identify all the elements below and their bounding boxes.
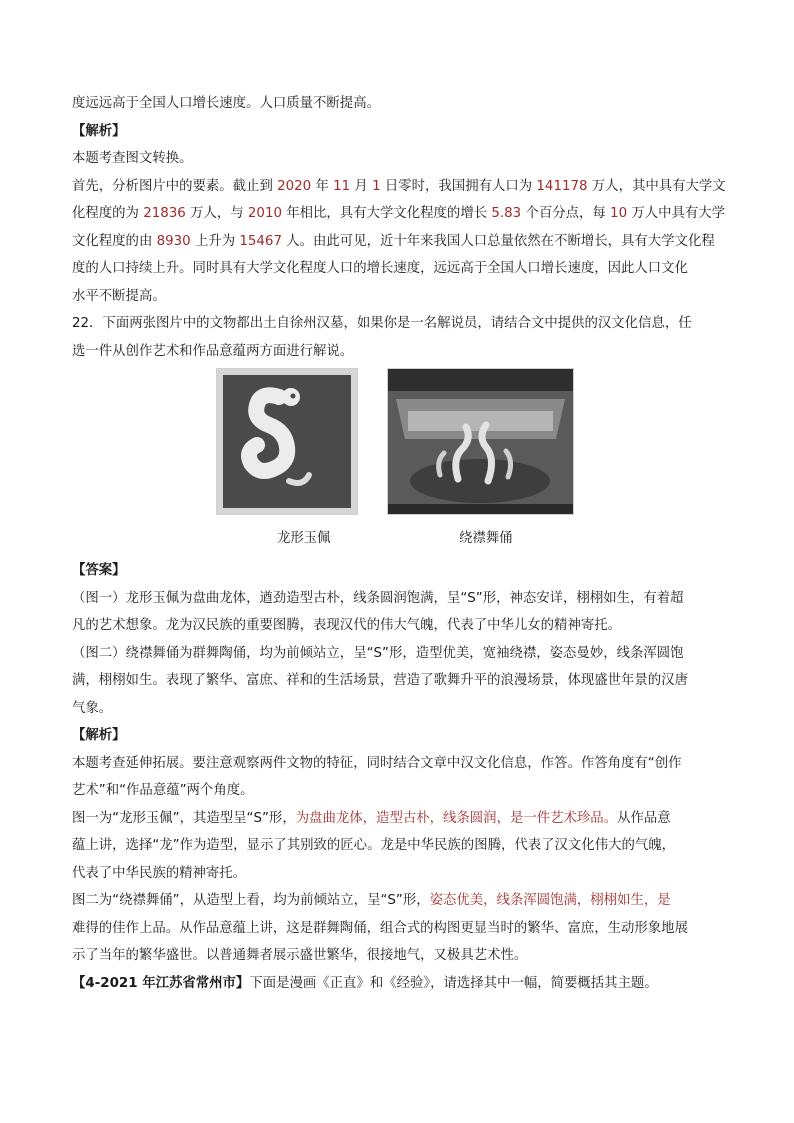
sleeve-dancing-figurines-image bbox=[387, 368, 574, 515]
number-run: 11 bbox=[333, 178, 351, 194]
text-run: 年 bbox=[311, 178, 334, 194]
text-line: 度的人口持续上升。同时具有大学文化程度人口的增长速度，远远高于全国人口增长速度，因此人口文化 bbox=[72, 261, 688, 276]
figure-2-caption: 绕襟舞俑 bbox=[459, 531, 513, 546]
highlight-run: 为盘曲龙体，造型古朴，线条圆润，是一件艺术珍品。 bbox=[295, 810, 618, 826]
text-run: 文化程度的由 bbox=[72, 233, 157, 249]
text-line: 本题考查图文转换。 bbox=[72, 151, 193, 166]
highlight-run: 姿态优美，线条浑圆饱满，栩栩如生， bbox=[429, 893, 658, 908]
text-run: 从作品意 bbox=[617, 810, 671, 826]
text-run: 图二为“绕襟舞俑”，从造型上看，均为前倾站立，呈“S”形， bbox=[72, 893, 430, 908]
answer-line: 满，栩栩如生。表现了繁华、富庶、祥和的生活场景，营造了歌舞升平的浪漫场景，体现盛世年景的汉唐 bbox=[72, 673, 688, 688]
number-run: 8930 bbox=[156, 233, 191, 249]
answer-line: （图一）龙形玉佩为盘曲龙体，遒劲造型古朴，线条圆润饱满，呈“S”形，神态安详，栩栩如生，有着超 bbox=[72, 590, 684, 606]
text-run: 人。由此可见，近十年来我国人口总量依然在不断增长，具有大学文化程 bbox=[281, 233, 715, 249]
museum-display-icon bbox=[388, 369, 573, 514]
analysis-line: 示了当年的繁华盛世。以普通舞者展示盛世繁华，很接地气，又极具艺术性。 bbox=[72, 948, 528, 963]
answer-heading: 【答案】 bbox=[72, 563, 126, 578]
text-run: 月 bbox=[350, 178, 373, 194]
text-line bbox=[72, 228, 732, 256]
analysis-line: 蕴上讲，选择“龙”作为造型，显示了其别致的匠心。龙是中华民族的图腾，代表了汉文化伟大的气魄， bbox=[72, 838, 676, 853]
analysis-line bbox=[72, 887, 732, 915]
number-run: 2010 bbox=[247, 206, 282, 221]
text-line: 水平不断提高。 bbox=[72, 288, 166, 304]
number-run: 21836 bbox=[143, 206, 186, 221]
highlight-run: 是 bbox=[657, 893, 671, 908]
text-run: 万人，其中具有大学文 bbox=[587, 178, 726, 194]
number-run: 10 bbox=[610, 206, 628, 221]
text-run: 首先，分析图片中的要素。截止到 bbox=[72, 178, 278, 194]
figure-1-caption: 龙形玉佩 bbox=[277, 531, 331, 546]
question-22-line: 22．下面两张图片中的文物都出土自徐州汉墓，如果你是一名解说员，请结合文中提供的汉文化信息，任 bbox=[72, 316, 692, 331]
text-run: 年相比，具有大学文化程度的增长 bbox=[281, 206, 492, 221]
document-body bbox=[72, 90, 732, 997]
text-run: 万人中具有大学 bbox=[627, 206, 726, 221]
analysis-line: 艺术”和“作品意蕴”两个角度。 bbox=[72, 783, 254, 798]
text-line bbox=[72, 200, 732, 228]
question-source: 【4-2021 年江苏省常州市】 bbox=[72, 975, 250, 991]
question-22-line: 选一件从创作艺术和作品意蕴两方面进行解说。 bbox=[72, 343, 354, 359]
number-run: 5.83 bbox=[491, 206, 522, 221]
analysis-heading: 【解析】 bbox=[72, 123, 126, 139]
number-run: 15467 bbox=[239, 233, 282, 249]
answer-line: 气象。 bbox=[72, 700, 113, 716]
figure-row bbox=[72, 365, 732, 557]
analysis-line bbox=[72, 805, 732, 833]
text-run: 日零时，我国拥有人口为 bbox=[380, 178, 537, 194]
number-run: 141178 bbox=[536, 178, 588, 194]
analysis-line: 代表了中华民族的精神寄托。 bbox=[72, 865, 247, 881]
next-question-line bbox=[72, 970, 732, 998]
jade-pendant-icon bbox=[217, 369, 357, 514]
text-line: 度远远高于全国人口增长速度。人口质量不断提高。 bbox=[72, 96, 380, 111]
number-run: 1 bbox=[372, 178, 381, 194]
analysis-heading: 【解析】 bbox=[72, 728, 126, 743]
question-text: 下面是漫画《正直》和《经验》，请选择其中一幅，简要概括其主题。 bbox=[249, 975, 658, 991]
text-run: 个百分点，每 bbox=[521, 206, 611, 221]
answer-line: 凡的艺术想象。龙为汉民族的重要图腾，表现汉代的伟大气魄，代表了中华儿女的精神寄托。 bbox=[72, 618, 622, 633]
number-run: 2020 bbox=[277, 178, 312, 194]
text-run: 万人，与 bbox=[185, 206, 248, 221]
analysis-line: 本题考查延伸拓展。要注意观察两件文物的特征，同时结合文章中汉文化信息，作答。作答角度有“创作 bbox=[72, 755, 682, 771]
text-run: 上升为 bbox=[190, 233, 240, 249]
analysis-line: 难得的佳作上品。从作品意蕴上讲，这是群舞陶俑，组合式的构图更显当时的繁华、富庶，生动形象地展 bbox=[72, 920, 688, 936]
dragon-jade-pendant-image bbox=[216, 368, 358, 515]
text-run: 化程度的为 bbox=[72, 206, 144, 221]
text-line bbox=[72, 173, 732, 201]
answer-line: （图二）绕襟舞俑为群舞陶俑，均为前倾站立，呈“S”形，造型优美，宽袖绕襟，姿态曼妙，线条浑圆饱 bbox=[72, 645, 684, 661]
text-run: 图一为“龙形玉佩”，其造型呈“S”形， bbox=[72, 810, 296, 826]
